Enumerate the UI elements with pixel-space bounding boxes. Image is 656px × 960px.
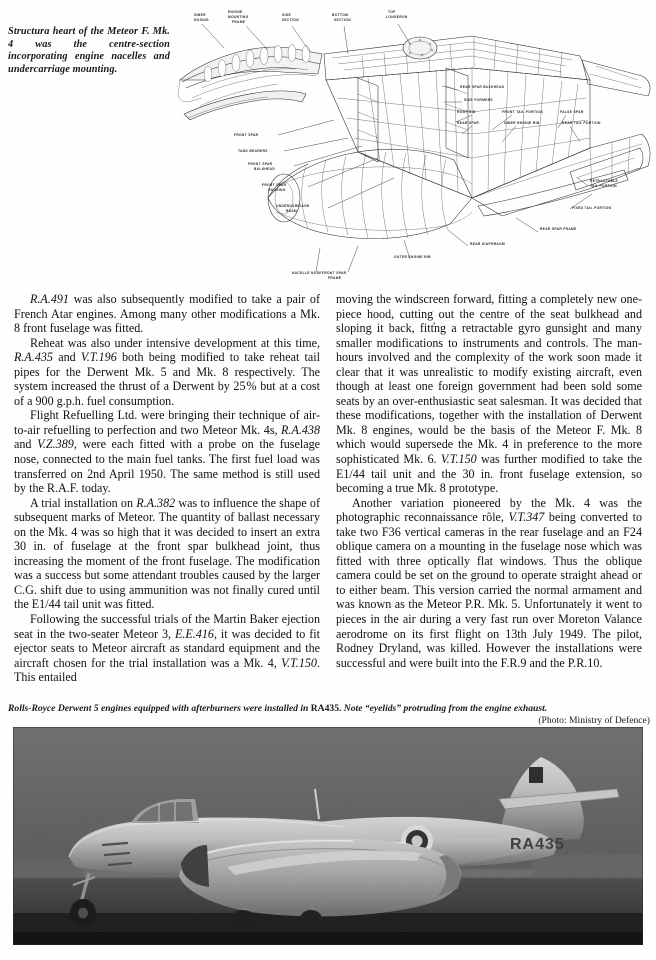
label-inner-nosing-2: NOSING bbox=[194, 18, 209, 22]
label-side-formers: SIDE FORMERS bbox=[464, 98, 493, 102]
label-bottom-section-2: SECTION bbox=[334, 18, 351, 22]
label-undercarriage-beam: UNDERCARRIAGE bbox=[276, 204, 310, 208]
photo-caption bbox=[8, 703, 650, 714]
label-front-spar-frame-2: FRAME bbox=[328, 276, 342, 280]
label-front-spar-housing-2: HOUSING bbox=[268, 188, 286, 192]
label-bottom-section: BOTTOM bbox=[332, 13, 349, 17]
paragraph: moving the windscreen forward, fitting a completely new one-piece hood, cutting out the centre of the seat bulkhead and sloping it back, fitt̓ng a retractable gyro gunsight and many smaller modifications to instruments and controls. The man-hours involved and the complexity of the work soon made it clear that it was unrealistic to modify existing aircraft, even though at least one foreign government had been sold some seats by an over-enthusiastic seat salesman. It was decided that these modifications, together with the installation of Derwent Mk. 8 engines, would be the basis of the Meteor F. Mk. 8 which would supersede the Mk. 4 in preference to the more sophisticated Mk. 6. V.T.150 was further modified to take the E1/44 tail unit and the 30 in. front fuselage extension, so becoming a true Mk. 8 prototype. bbox=[336, 292, 642, 496]
label-rear-tail-portion: REAR TAIL PORTION bbox=[562, 121, 601, 125]
text-column-right bbox=[336, 292, 642, 670]
label-root-rib: ROOT RIB bbox=[457, 110, 476, 114]
label-rear-spar-frame: REAR SPAR FRAME bbox=[540, 227, 577, 231]
paragraph: Following the successful trials of the Martin Baker ejection seat in the two-seater Meteor 3, E.E.416, it was decided to fit ejector seats to Meteor aircraft as standard equipment and the aircraft chosen for the trial installation was a Mk. 4, V.T.150. This entailed bbox=[14, 612, 320, 685]
label-side-section: SIDE bbox=[282, 13, 291, 17]
label-rear-spar-bulkhead: REAR SPAR BULKHEAD bbox=[460, 85, 505, 89]
label-front-spar-bulkhead: FRONT SPAR bbox=[248, 162, 273, 166]
label-nacelle-nose: NACELLE NOSE bbox=[292, 271, 322, 275]
label-top-longeron-2: LONGERON bbox=[386, 15, 408, 19]
paragraph: R.A.491 was also subsequently modified to take a pair of French Atar engines. Among many other modifications a Mk. 8 front fuselage was fitted. bbox=[14, 292, 320, 336]
label-retractable-tail-portion-2: TAIL PORTION bbox=[590, 184, 617, 188]
figure-block bbox=[0, 0, 656, 290]
paragraph: Another variation pioneered by the Mk. 4 was the photographic reconnaissance rôle, V.T.347 being converted to take two F36 vertical cameras in the rear fuselage and an F24 oblique camera on a mounting in the fuselage nose which was fitted with three optically flat windows. Thus the oblique camera could be set on the ground to operate straight ahead or to either beam. This version carried the normal armament and was known as the Meteor P.R. Mk. 5. Unfortunately it went to pieces in the air during a very fast run over Moreton Valance aerodrome on its first flight on 13th July 1949. The pilot, Rodney Dryland, was killed. However the installations were successful and were built into the F.R.9 and the P.R.10. bbox=[336, 495, 642, 670]
label-front-spar: FRONT SPAR bbox=[234, 133, 259, 137]
label-fixed-tail-portion: FIXED TAIL PORTION bbox=[572, 206, 612, 210]
photograph bbox=[13, 727, 643, 945]
label-tank-bearers: TANK BEARERS bbox=[238, 149, 268, 153]
label-front-spar-housing: FRONT SPAR bbox=[262, 183, 287, 187]
cutaway-drawing bbox=[172, 2, 656, 290]
label-inner-nosing: INNER bbox=[194, 13, 206, 17]
paragraph: Reheat was also under intensive development at this time, R.A.435 and V.T.196 both being modified to take reheat tail pipes for the Derwent Mk. 5 and Mk. 8 respectively. The system increased the thrust of a Derwent by 25 % but at a cost of a 900 g.p.h. fuel consumption. bbox=[14, 335, 321, 408]
label-side-section-2: SECTION bbox=[282, 18, 299, 22]
label-front-tail-portion: FRONT TAIL PORTION bbox=[502, 110, 543, 114]
text-column-left bbox=[14, 292, 320, 685]
label-retractable-tail-portion: RETRACTABLE bbox=[590, 179, 619, 183]
label-front-spar-bulkhead-2: BULKHEAD bbox=[254, 167, 276, 171]
label-front-spar-frame: FRONT SPAR bbox=[322, 271, 347, 275]
label-engine-mounting-frame-3: FRAME bbox=[232, 20, 246, 24]
label-outer-engine-rib: OUTER ENGINE RIB bbox=[394, 255, 431, 259]
label-top-longeron: TOP bbox=[388, 10, 396, 14]
label-inner-engine-rib: INNER ENGINE RIB bbox=[504, 121, 540, 125]
label-undercarriage-beam-2: BEAM bbox=[286, 209, 297, 213]
label-rear-spar: REAR SPAR bbox=[457, 121, 480, 125]
label-engine-mounting-frame-2: MOUNTING bbox=[228, 15, 249, 19]
photo-caption-serial: RA435. bbox=[310, 703, 342, 714]
paragraph: Flight Refuelling Ltd. were bringing their technique of air-to-air refuelling to perfection and two Meteor Mk. 4s, R.A.438 and V.Z.389, were each fitted with a probe on the fuselage nose, connected to the main fuel tanks. The first fuel load was transferred on 2nd April 1950. The same method is still used by the R.A.F. today. bbox=[14, 408, 320, 496]
label-false-spar: FALSE SPAR bbox=[560, 110, 584, 114]
photo-caption-part1: Rolls-Royce Derwent 5 engines equipped with afterburners were installed in bbox=[8, 703, 311, 714]
body-text bbox=[0, 292, 656, 700]
paragraph: A trial installation on R.A.382 was to influence the shape of subsequent marks of Meteor. The quantity of ballast necessary on the Mk. 4 was so high that it was decided to insert an extra 30 in. of fuselage at the front spar bulkhead joint, thus increasing the moment of the front fuselage. The modification was a success but some attendant troubles caused by the larger C.G. shift due to using ammunition was not finally cured until the E1/44 tail unit was fitted. bbox=[14, 495, 320, 612]
label-engine-mounting-frame: ENGINE bbox=[228, 10, 243, 14]
photo-caption-part2: Note “eyelids” protruding from the engine exhaust. bbox=[341, 703, 548, 714]
label-rear-diaphragm: REAR DIAPHRAGM bbox=[470, 242, 506, 246]
photo-credit: (Photo: Ministry of Defence) bbox=[538, 714, 650, 726]
figure-caption: Structura heart of the Meteor F. Mk. 4 was the centre-section incorporating engine nacelles and undercarriage mounting. bbox=[8, 26, 170, 75]
